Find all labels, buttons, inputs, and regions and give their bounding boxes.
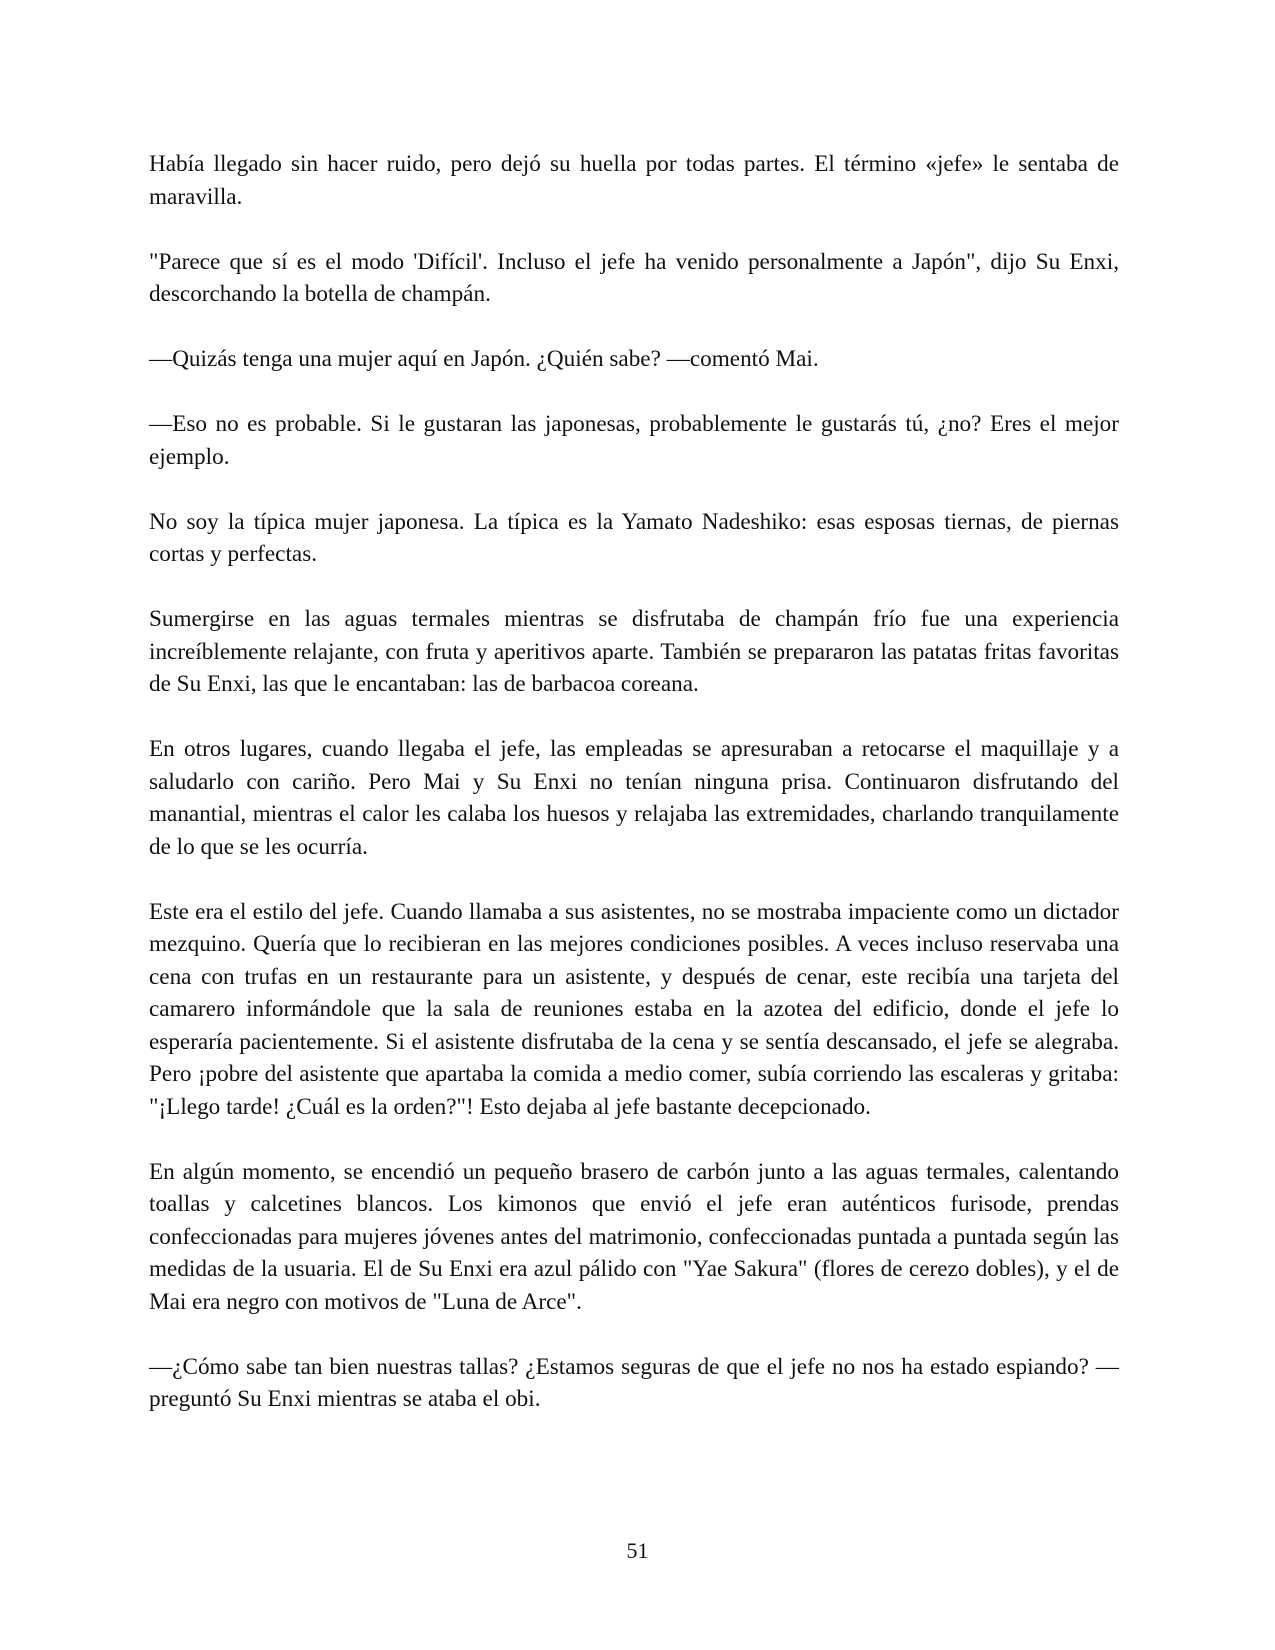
- paragraph-8: Este era el estilo del jefe. Cuando llamaba a sus asistentes, no se mostraba impaciente como un dictador mezquino. Quería que lo recibieran en las mejores condiciones posibles. A veces incluso reservaba una cena con trufas en un restaurante para un asistente, y después de cenar, este recibía una tarjeta del camarero informándole que la sala de reuniones estaba en la azotea del edificio, donde el jefe lo esperaría pacientemente. Si el asistente disfrutaba de la cena y se sentía descansado, el jefe se alegraba. Pero ¡pobre del asistente que apartaba la comida a medio comer, subía corriendo las escaleras y gritaba: "¡Llego tarde! ¿Cuál es la orden?"! Esto dejaba al jefe bastante decepcionado.: [149, 898, 1119, 1120]
- paragraph-7: En otros lugares, cuando llegaba el jefe, las empleadas se apresuraban a retocarse el maquillaje y a saludarlo con cariño. Pero Mai y Su Enxi no tenían ninguna prisa. Continuaron disfrutando del manantial, mientras el calor les calaba los huesos y relajaba las extremidades, charlando tranquilamente de lo que se les ocurría.: [149, 736, 1119, 860]
- body-text: [149, 148, 1119, 1448]
- paragraph-5: No soy la típica mujer japonesa. La típica es la Yamato Nadeshiko: esas esposas tiernas, de piernas cortas y perfectas.: [149, 508, 1119, 567]
- paragraph-3: —Quizás tenga una mujer aquí en Japón. ¿Quién sabe? —comentó Mai.: [149, 346, 819, 372]
- paragraph-9: En algún momento, se encendió un pequeño brasero de carbón junto a las aguas termales, calentando toallas y calcetines blancos. Los kimonos que envió el jefe eran auténticos furisode, prendas confeccionadas para mujeres jóvenes antes del matrimonio, confeccionadas puntada a puntada según las medidas de la usuaria. El de Su Enxi era azul pálido con "Yae Sakura" (flores de cerezo dobles), y el de Mai era negro con motivos de "Luna de Arce".: [149, 1158, 1119, 1315]
- paragraph-10: —¿Cómo sabe tan bien nuestras tallas? ¿Estamos seguras de que el jefe no nos ha estado espiando? —preguntó Su Enxi mientras se ataba el obi.: [149, 1353, 1119, 1412]
- paragraph-1: Había llegado sin hacer ruido, pero dejó su huella por todas partes. El término «jefe» le sentaba de maravilla.: [149, 151, 1119, 210]
- page-number: 51: [626, 1538, 649, 1563]
- paragraph-2: "Parece que sí es el modo 'Difícil'. Incluso el jefe ha venido personalmente a Japón", dijo Su Enxi, descorchando la botella de champán.: [149, 248, 1119, 307]
- paragraph-6: Sumergirse en las aguas termales mientras se disfrutaba de champán frío fue una experiencia increíblemente relajante, con fruta y aperitivos aparte. También se prepararon las patatas fritas favoritas de Su Enxi, las que le encantaban: las de barbacoa coreana.: [149, 606, 1119, 697]
- paragraph-4: —Eso no es probable. Si le gustaran las japonesas, probablemente le gustarás tú, ¿no? Eres el mejor ejemplo.: [149, 411, 1119, 470]
